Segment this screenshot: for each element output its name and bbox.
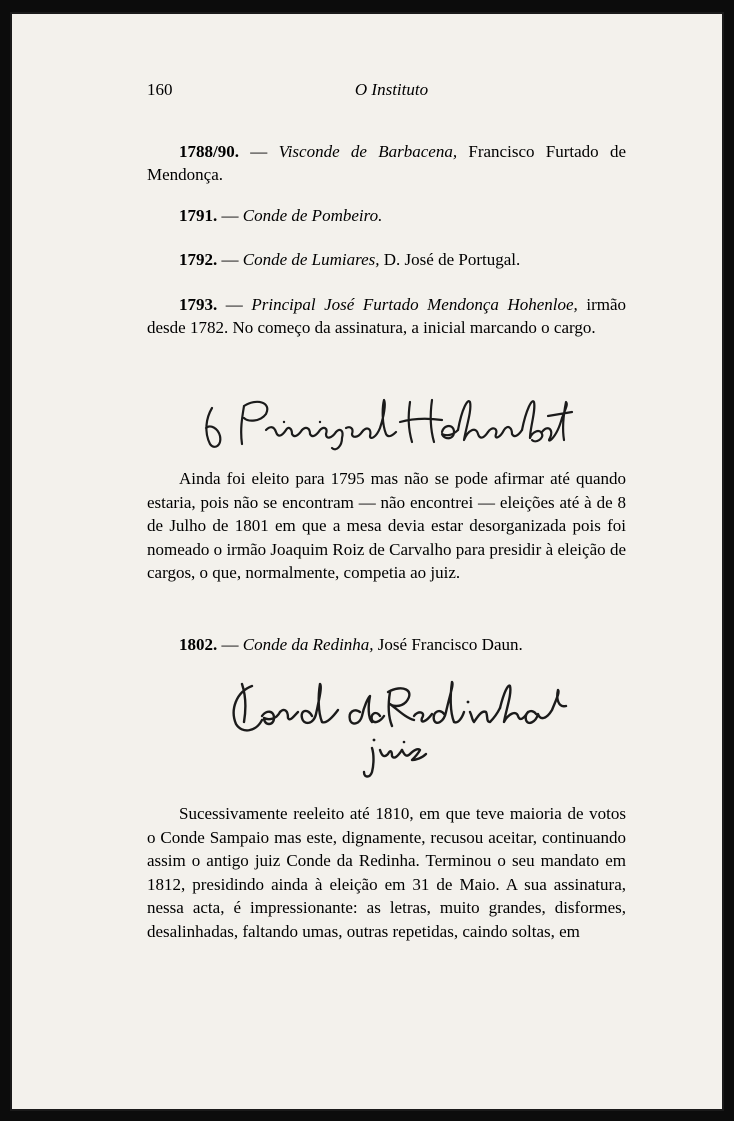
- body-paragraph: Ainda foi eleito para 1795 mas não se pode afirmar até quando estaria, pois não se encontram — não encontrei — eleições até à de 8 de Julho de 1801 em que a mesa devia estar desorganizada pois foi nomeado o irmão Joaquim Roiz de Carvalho para presidir à eleição de cargos, o que, normalmente, competia ao juiz.: [147, 469, 626, 583]
- entry-1792: 1792. — Conde de Lumiares, D. José de Portugal.: [179, 250, 521, 269]
- entry-1802: 1802. — Conde da Redinha, José Francisco Daun.: [179, 635, 523, 654]
- entry-year: 1793.: [179, 295, 218, 314]
- body-paragraph: Sucessivamente reeleito até 1810, em que teve maioria de votos o Conde Sampaio mas este, dignamente, recusou aceitar, continuando assim o antigo juiz Conde da Redinha. Terminou o seu mandato em 1812, presidindo ainda à eleição em 31 de Maio. A sua assinatura, nessa acta, é impressionante: as letras, muito grandes, disformes, desalinhadas, faltando umas, outras repetidas, caindo soltas, em: [147, 804, 626, 941]
- entry-year: 1791.: [179, 206, 218, 225]
- entry-text: José Francisco Daun.: [373, 635, 523, 654]
- entry-text: irmão desde 1782. No começo da assinatura, a inicial marcando o cargo.: [147, 295, 626, 337]
- entry-text: D. José de Portugal.: [379, 250, 521, 269]
- signature-conde-da-redinha: [222, 672, 582, 782]
- entry-1788: 1788/90. — Visconde de Barbacena, Francisco Furtado de Mendonça.: [147, 142, 627, 184]
- entry-title: Conde de Pombeiro.: [242, 206, 383, 225]
- page-header: [147, 80, 626, 104]
- running-title: O Instituto: [354, 80, 429, 99]
- entry-title: Conde de Lumiares,: [242, 250, 380, 269]
- entry-title: Principal José Furtado Mendonça Hohenloe,: [251, 295, 578, 314]
- entry-year: 1792.: [179, 250, 218, 269]
- entry-year: 1788/90.: [179, 142, 239, 161]
- entry-text: Francisco Furtado de Mendonça.: [147, 142, 627, 184]
- entry-1793: 1793. — Principal José Furtado Mendonça Hohenloe, irmão desde 1782. No começo da assinatura, a inicial marcando o cargo.: [147, 295, 626, 337]
- entry-1791: 1791. — Conde de Pombeiro.: [179, 206, 383, 225]
- signature-principal-hohenloe: [196, 388, 576, 460]
- entry-year: 1802.: [179, 635, 218, 654]
- entry-title: Conde da Redinha,: [242, 635, 374, 654]
- page-number: 160: [147, 80, 173, 99]
- entry-title: Visconde de Barbacena,: [278, 142, 458, 161]
